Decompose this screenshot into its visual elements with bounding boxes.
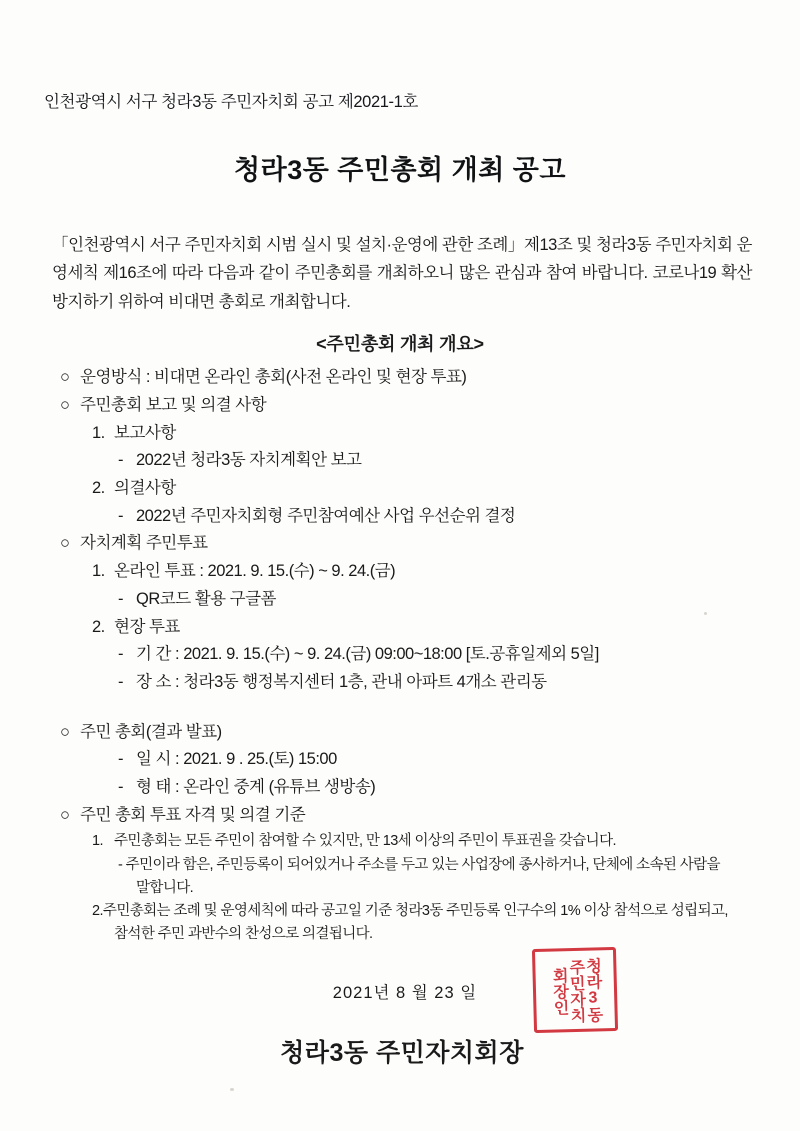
list-item-label: 주민이라 함은, 주민등록이 되어있거나 주소를 두고 있는 사업장에 종사하거나, 단체에 소속된 사람을 말합니다.	[125, 857, 720, 896]
list-item-label: 주민총회는 조례 및 운영세칙에 따라 공고일 기준 청라3동 주민등록 인구수의 1% 이상 참석으로 성립되고, 참석한 주민 과반수의 찬성으로 의결됩니다.	[102, 903, 728, 942]
list-item-voting-eligibility	[60, 802, 756, 829]
bullet-dash-icon: -	[118, 778, 123, 797]
bullet-dash-icon: -	[118, 673, 123, 692]
marker-number-2: 2.	[92, 617, 105, 636]
bullet-circle-icon: ○	[60, 805, 70, 824]
list-item-report-matters	[92, 420, 756, 447]
list-item-report-matters-detail	[118, 447, 756, 474]
list-item-label: 기 간 : 2021. 9. 15.(수) ~ 9. 24.(금) 09:00~18:00 [토.공휴일제외 5일]	[136, 645, 599, 664]
list-item-label: 운영방식 : 비대면 온라인 총회(사전 온라인 및 현장 투표)	[80, 368, 467, 387]
bullet-dash-icon: -	[118, 589, 123, 608]
list-item-operation-method	[60, 364, 756, 391]
outline-list	[44, 364, 756, 945]
intro-paragraph: 「인천광역시 서구 주민자치회 시범 실시 및 설치·운영에 관한 조례」제13조 및 청라3동 주민자치회 운영세칙 제16조에 따라 다음과 같이 주민총회를 개최하오니 많은 관심과 참여 바랍니다. 코로나19 확산 방지하기 위하여 비대면 총회로 개최합니다.	[52, 236, 752, 311]
bullet-circle-icon: ○	[60, 534, 70, 553]
marker-number-1: 1.	[92, 423, 105, 442]
bullet-dash-icon: -	[118, 645, 123, 664]
list-item-label: 주민총회 보고 및 의결 사항	[80, 395, 267, 414]
list-item-quorum	[92, 900, 742, 945]
document-header-line: 인천광역시 서구 청라3동 주민자치회 공고 제2021-1호	[44, 93, 418, 111]
bullet-circle-icon: ○	[60, 722, 70, 741]
list-item-label: 주민 총회(결과 발표)	[80, 722, 222, 741]
list-item-label: 자치계획 주민투표	[80, 534, 208, 553]
list-item-online-vote	[92, 558, 756, 585]
bullet-dash-icon: -	[118, 857, 123, 874]
list-item-label: 2022년 주민자치회형 주민참여예산 사업 우선순위 결정	[136, 506, 516, 525]
bullet-circle-icon: ○	[60, 368, 70, 387]
document-body	[44, 88, 756, 1069]
list-item-eligibility-age	[92, 830, 756, 853]
list-item-label: 보고사항	[114, 423, 176, 442]
list-item-resolution-matters	[92, 475, 756, 502]
bullet-circle-icon: ○	[60, 395, 70, 414]
list-item-label: 2022년 청라3동 자치계획안 보고	[136, 451, 362, 470]
list-item-online-vote-detail	[118, 586, 756, 613]
list-item-resident-vote	[60, 530, 756, 557]
list-item-report-and-resolution	[60, 392, 756, 419]
list-item-onsite-vote-place	[118, 669, 756, 696]
bullet-dash-icon: -	[118, 750, 123, 769]
paper-speck	[230, 1088, 234, 1091]
list-item-resident-definition	[118, 854, 736, 899]
list-item-label: QR코드 활용 구글폼	[136, 589, 276, 608]
bullet-dash-icon: -	[118, 451, 123, 470]
list-item-meeting-format	[118, 774, 756, 801]
list-item-meeting-datetime	[118, 746, 756, 773]
issue-date: 2021년 8 월 23 일	[332, 983, 478, 1002]
list-item-label: 일 시 : 2021. 9 . 25.(토) 15:00	[136, 750, 337, 769]
list-item-label: 온라인 투표 : 2021. 9. 15.(수) ~ 9. 24.(금)	[114, 562, 396, 581]
list-item-onsite-vote	[92, 614, 756, 641]
marker-number-1: 1.	[92, 832, 103, 849]
list-item-label: 현장 투표	[114, 617, 180, 636]
bullet-dash-icon: -	[118, 506, 123, 525]
marker-number-2: 2.	[92, 479, 105, 497]
marker-number-2: 2.	[92, 903, 103, 920]
list-item-label: 주민총회는 모든 주민이 참여할 수 있지만, 만 13세 이상의 주민이 투표권을 갖습니다.	[114, 832, 616, 849]
signature-line: 청라3동 주민자치회장	[280, 1038, 524, 1067]
list-item-label: 형 태 : 온라인 중계 (유튜브 생방송)	[136, 778, 376, 797]
list-item-onsite-vote-period	[118, 641, 756, 668]
seal-text: 청 라 3 동 주 민 자 치 회 장 인	[549, 957, 603, 1022]
list-item-label: 주민 총회 투표 자격 및 의결 기준	[80, 805, 306, 824]
marker-number-1: 1.	[92, 562, 105, 581]
list-item-resolution-matters-detail	[118, 503, 756, 530]
section-heading: <주민총회 개최 개요>	[316, 334, 484, 355]
list-item-general-meeting	[60, 719, 756, 746]
spacer	[44, 697, 756, 719]
page-title: 청라3동 주민총회 개최 공고	[234, 155, 566, 185]
list-item-label: 의결사항	[114, 479, 176, 497]
list-item-label: 장 소 : 청라3동 행정복지센터 1층, 관내 아파트 4개소 관리동	[136, 673, 547, 692]
